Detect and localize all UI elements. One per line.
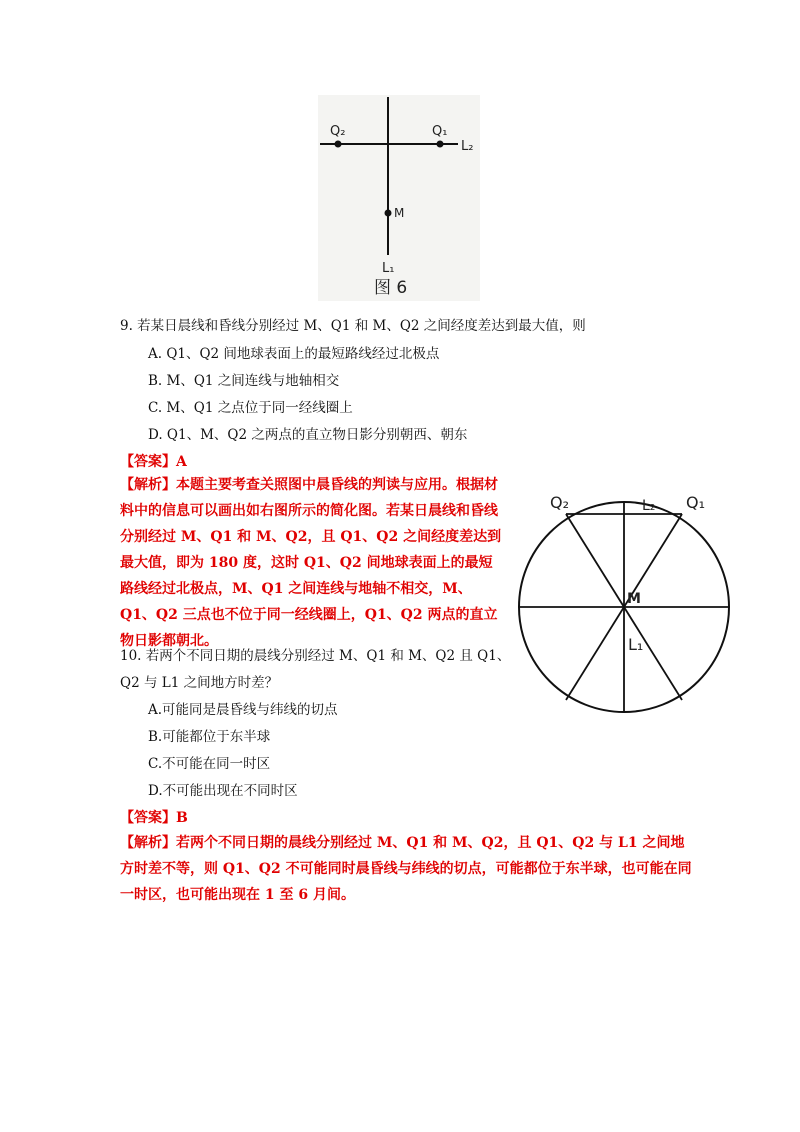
- q10-option-b: B.可能都位于东半球: [148, 729, 271, 745]
- diagram-label-q2: Q₂: [550, 493, 570, 512]
- diagram-label-m: M: [627, 591, 641, 607]
- q9-option-a: A. Q1、Q2 间地球表面上的最短路线经过北极点: [148, 346, 440, 362]
- label-q1: Q₁: [432, 124, 448, 139]
- question-10-stem-line1: 10. 若两个不同日期的晨线分别经过 M、Q1 和 M、Q2 且 Q1、: [120, 648, 511, 664]
- q9-option-d: D. Q1、M、Q2 之两点的直立物日影分别朝西、朝东: [148, 427, 468, 443]
- diagram-label-l1: L₁: [628, 635, 644, 654]
- label-m: M: [394, 206, 405, 220]
- q10-option-c: C.不可能在同一时区: [148, 756, 271, 772]
- point-q1: [437, 141, 444, 148]
- figure-6: [318, 95, 480, 301]
- q10-option-d: D.不可能出现在不同时区: [148, 783, 298, 799]
- q9-answer: 【答案】A: [120, 454, 187, 470]
- q9-explanation: 【解析】本题主要考查关照图中晨昏线的判读与应用。根据材料中的信息可以画出如右图所示的简化图。若某日晨线和昏线分别经过 M、Q1 和 M、Q2，且 Q1、Q2 之间经度差达到最大值，即为 180 度，这时 Q1、Q2 间地球表面上的最短路线经过北极点，M、Q1 之间连线与地轴不相交，M、Q1、Q2 三点也不位于同一经线圈上，Q1、Q2 两点的直立物日影都朝北。: [120, 477, 502, 649]
- label-l2: L₂: [461, 139, 474, 154]
- figure-6-drawing: [318, 95, 480, 301]
- point-m: [385, 210, 392, 217]
- question-9-stem: 9. 若某日晨线和昏线分别经过 M、Q1 和 M、Q2 之间经度差达到最大值，则: [120, 318, 586, 334]
- earth-diagram: [510, 486, 750, 726]
- q10-explanation: 【解析】若两个不同日期的晨线分别经过 M、Q1 和 M、Q2，且 Q1、Q2 与 L1 之间地方时差不等，则 Q1、Q2 不可能同时晨昏线与纬线的切点，可能都位于东半球，也可能在同一时区，也可能出现在 1 至 6 月间。: [120, 835, 692, 903]
- question-10-stem-line2: Q2 与 L1 之间地方时差？: [120, 675, 279, 691]
- q10-answer: 【答案】B: [120, 810, 188, 826]
- diagram-label-q1: Q₁: [686, 493, 706, 512]
- diagram-label-l2: L₂: [642, 498, 656, 514]
- point-q2: [335, 141, 342, 148]
- figure-6-caption: 图 6: [374, 278, 408, 298]
- q9-option-c: C. M、Q1 之点位于同一经线圈上: [148, 400, 353, 416]
- q10-option-a: A.可能同是晨昏线与纬线的切点: [148, 702, 338, 718]
- q9-option-b: B. M、Q1 之间连线与地轴相交: [148, 373, 340, 389]
- label-l1: L₁: [382, 261, 395, 276]
- label-q2: Q₂: [330, 124, 346, 139]
